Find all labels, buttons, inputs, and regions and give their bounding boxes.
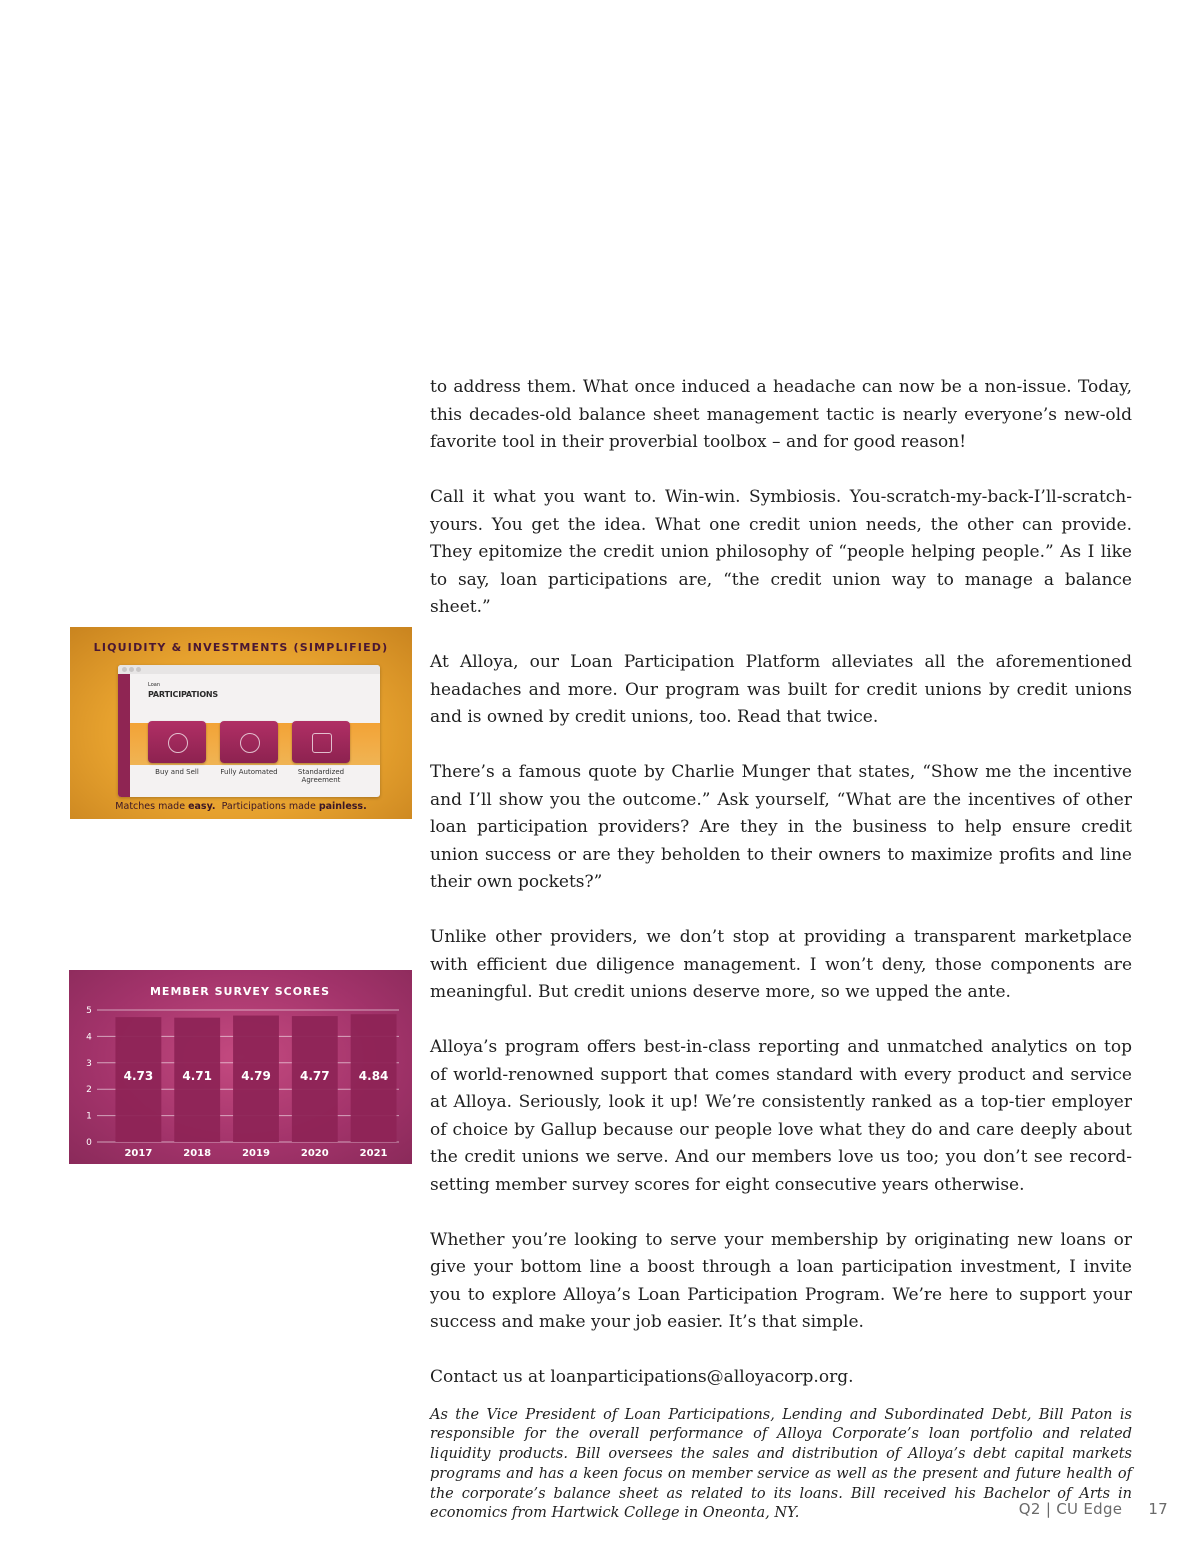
paragraph: Whether you’re looking to serve your membership by originating new loans or give your bottom line a boost through a loan participation investment, I invite you to explore Alloya’s Loan Participation Program. We’re here to support your success and make your job easier. It’s that simple. (430, 1229, 1132, 1332)
paragraph: Alloya’s program offers best-in-class reporting and unmatched analytics on top of world-renowned support that comes standard with every product and service at Alloya. Seriously, look it up! We’re consistently ranked as a top-tier employer of choice by Gallup because our people love what they do and care deeply about the credit unions we serve. And our members love us too; you don’t see record-setting member survey scores for eight consecutive years otherwise. (430, 1037, 1132, 1195)
x-tick-label: 2019 (242, 1148, 270, 1159)
publication-name: Q2 | CU Edge (1018, 1500, 1123, 1518)
member-survey-chart (69, 970, 412, 1164)
y-tick-label: 1 (86, 1111, 92, 1122)
x-tick-label: 2021 (359, 1148, 388, 1159)
chart-title: MEMBER SURVEY SCORES (149, 985, 331, 998)
tagline-part: Matches made (115, 801, 189, 812)
logo-large-text: PARTICIPATIONS (148, 690, 218, 699)
y-tick-label: 3 (86, 1058, 92, 1069)
graphic-tagline (70, 801, 412, 812)
paragraph: At Alloya, our Loan Participation Platform alleviates all the aforementioned headaches and more. Our program was built for credit unions by credit unions and is owned by credit unions, too. Read that twice. (430, 652, 1132, 727)
browser-sidebar (118, 674, 130, 797)
paragraph: Call it what you want to. Win-win. Symbiosis. You-scratch-my-back-I’ll-scratch-yours. You get the idea. What one credit union needs, the other can provide. They epitomize the credit union philosophy of “people helping people.” As I like to say, loan participations are, “the credit union way to manage a balance sheet.” (430, 487, 1132, 617)
data-label: 4.79 (241, 1069, 271, 1083)
paragraph: to address them. What once induced a headache can now be a non-issue. Today, this decades-old balance sheet management tactic is nearly everyone’s new-old favorite tool in their proverbial toolbox – and for good reason! (430, 377, 1132, 452)
tagline-part: Participations made (215, 801, 319, 812)
agreement-tile (292, 721, 350, 763)
x-tick-label: 2020 (300, 1148, 329, 1159)
loan-participations-logo (148, 681, 218, 699)
data-label: 4.71 (182, 1069, 213, 1083)
contact-line: Contact us at loanparticipations@alloyacorp.org. (430, 1367, 854, 1387)
x-tick-label: 2018 (183, 1148, 212, 1159)
document-icon (312, 733, 332, 753)
y-tick-label: 2 (86, 1085, 92, 1096)
automated-tile (220, 721, 278, 763)
window-dot-icon (136, 667, 141, 672)
page-footer (1019, 1500, 1168, 1518)
tile-label: Fully Automated (220, 768, 278, 776)
tile-label: Standardized Agreement (297, 768, 345, 784)
author-bio: As the Vice President of Loan Participations, Lending and Subordinated Debt, Bill Paton is responsible for the overall performance of Alloya Corporate’s loan portfolio and related liquidity products. Bill oversees the sales and distribution of Alloya’s debt capital markets programs and has a keen focus on member service as well as the present and future health of the corporate’s balance sheet as related to its loans. Bill received his Bachelor of Arts in economics from Hartwick College in Oneonta, NY. (430, 1406, 1132, 1522)
tagline-bold: easy. (188, 801, 216, 812)
graphic-title: LIQUIDITY & INVESTMENTS (SIMPLIFIED) (93, 641, 389, 654)
tagline-bold: painless. (318, 801, 367, 812)
logo-small-text: Loan (148, 682, 160, 688)
browser-mockup (118, 665, 380, 797)
page-number: 17 (1148, 1500, 1168, 1518)
tile-label: Buy and Sell (155, 768, 199, 776)
data-label: 4.84 (358, 1069, 389, 1083)
paragraph: There’s a famous quote by Charlie Munger that states, “Show me the incentive and I’ll show you the outcome.” Ask yourself, “What are the incentives of other loan participation providers? Are they in the business to help ensure credit union success or are they beholden to their owners to maximize profits and line their own pockets?” (430, 762, 1132, 892)
browser-bar (118, 665, 380, 674)
gear-icon (240, 733, 260, 753)
tag-icon (168, 733, 188, 753)
paragraph: Unlike other providers, we don’t stop at providing a transparent marketplace with efficient due diligence management. I won’t deny, those components are meaningful. But credit unions deserve more, so we upped the ante. (430, 927, 1132, 1002)
data-label: 4.73 (123, 1069, 154, 1083)
window-dot-icon (129, 667, 134, 672)
x-tick-label: 2017 (124, 1148, 153, 1159)
buy-sell-tile (148, 721, 206, 763)
chart-svg (69, 970, 412, 1164)
y-tick-label: 4 (86, 1032, 92, 1043)
window-dot-icon (122, 667, 127, 672)
y-tick-label: 0 (86, 1138, 92, 1148)
liquidity-investments-graphic (70, 627, 412, 819)
y-tick-label: 5 (86, 1006, 92, 1016)
data-label: 4.77 (299, 1069, 330, 1083)
article-body (430, 374, 1132, 1552)
